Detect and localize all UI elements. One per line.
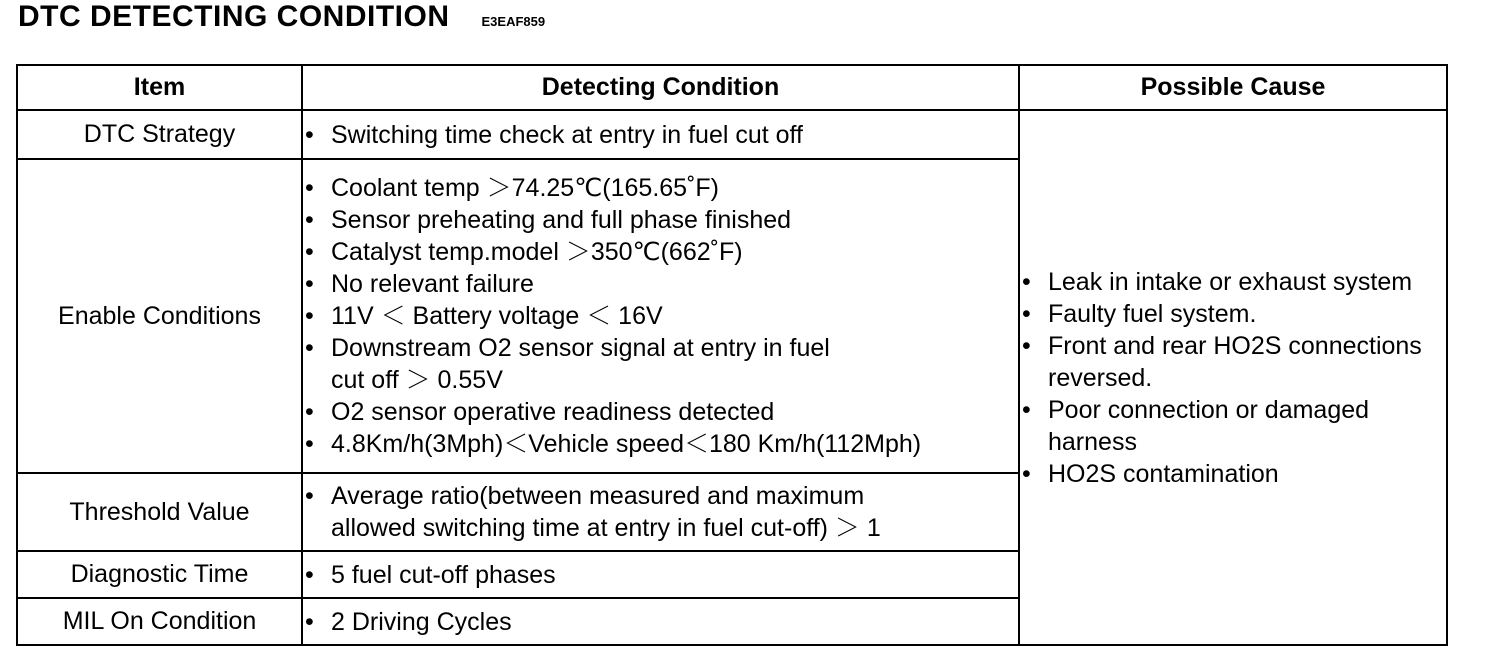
item-diagnostic-time: Diagnostic Time (17, 551, 302, 598)
list-item: • 11V ＜ Battery voltage ＜ 16V (303, 300, 1018, 332)
condition-cell (302, 110, 1019, 159)
header-detecting-condition: Detecting Condition (302, 65, 1019, 110)
item-enable-conditions: Enable Conditions (17, 159, 302, 473)
condition-cell (302, 551, 1019, 598)
list-item: • Catalyst temp.model ＞350℃(662˚F) (303, 236, 1018, 268)
dtc-condition-table (16, 64, 1448, 646)
list-item: • 2 Driving Cycles (303, 606, 1018, 638)
condition-cell (302, 159, 1019, 473)
possible-cause-cell (1019, 110, 1447, 645)
condition-cell (302, 473, 1019, 551)
item-threshold-value: Threshold Value (17, 473, 302, 551)
list-item: • 5 fuel cut-off phases (303, 559, 1018, 591)
condition-list (303, 559, 1018, 591)
list-item: • Downstream O2 sensor signal at entry in fuel cut off ＞ 0.55V (303, 332, 851, 396)
page-title: DTC DETECTING CONDITION (18, 0, 450, 33)
condition-list (303, 119, 1018, 151)
list-item: • Faulty fuel system. (1020, 298, 1446, 330)
list-item: • O2 sensor operative readiness detected (303, 396, 1018, 428)
list-item: • No relevant failure (303, 268, 1018, 300)
header-item: Item (17, 65, 302, 110)
list-item: • Average ratio(between measured and maximum allowed switching time at entry in fuel cut-off) ＞ 1 (303, 480, 931, 544)
page-heading (18, 0, 545, 40)
list-item: • 4.8Km/h(3Mph)＜Vehicle speed＜180 Km/h(112Mph) (303, 428, 1018, 460)
possible-cause-list (1020, 266, 1446, 490)
header-possible-cause: Possible Cause (1019, 65, 1447, 110)
list-item: • Leak in intake or exhaust system (1020, 266, 1446, 298)
document-code: E3EAF859 (481, 14, 546, 29)
condition-cell (302, 598, 1019, 645)
table-header-row (17, 65, 1447, 110)
list-item: • Poor connection or damaged harness (1020, 394, 1446, 458)
condition-list (303, 172, 1018, 460)
list-item: • Front and rear HO2S connections reversed. (1020, 330, 1446, 394)
item-dtc-strategy: DTC Strategy (17, 110, 302, 159)
condition-list (303, 480, 1018, 544)
list-item: • Switching time check at entry in fuel cut off (303, 119, 1018, 151)
list-item: • Coolant temp ＞74.25℃(165.65˚F) (303, 172, 1018, 204)
list-item: • HO2S contamination (1020, 458, 1446, 490)
table-row (17, 110, 1447, 159)
item-mil-on-condition: MIL On Condition (17, 598, 302, 645)
condition-list (303, 606, 1018, 638)
list-item: • Sensor preheating and full phase finished (303, 204, 1018, 236)
